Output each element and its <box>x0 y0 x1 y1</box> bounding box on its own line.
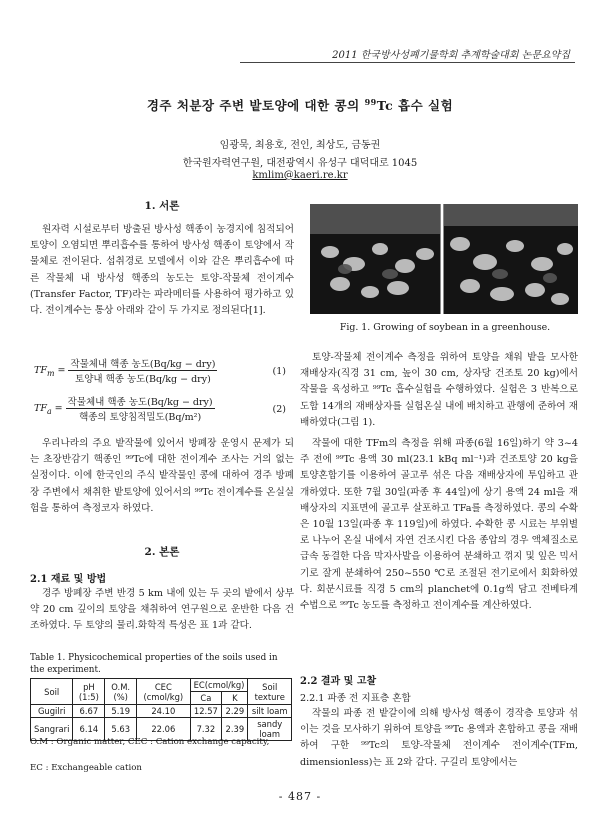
figure-caption: Fig. 1. Growing of soybean in a greenhouse. <box>339 322 551 333</box>
cell: 2.39 <box>222 718 248 741</box>
cell: 22.06 <box>137 718 191 741</box>
subsection-materials: 2.1 재료 및 방법 <box>30 574 107 585</box>
eq1-denominator: 토양내 핵종 농도(Bq/kg − dry) <box>75 374 211 385</box>
th-ec: EC(cmol/kg) <box>190 679 248 692</box>
cell: 6.67 <box>73 705 105 718</box>
eq2-denominator: 핵종의 토양침적밀도(Bq/m²) <box>79 412 202 423</box>
cell: 5.63 <box>105 718 137 741</box>
th-cec: CEC (cmol/kg) <box>137 679 191 705</box>
right-paragraph-2: 작물에 대한 TFm의 측정을 위해 파종(6월 16일)하기 약 3~4주 전에 ⁹⁹Tc 용액 30 ml(23.1 kBq ml⁻¹)과 건조토양 20 kg을 토양혼합기를 이용하여 골고루 섞은 다음 재배상자에 투입하고 관개하였다. 또한 7월 30일(파종 후 44일)에 상기 용액 24 ml을 재배상자의 지표면에 골고루 살포하고 TFa를 측정하였다. 콩의 수확은 10월 13일(파종 후 119일)에 하였다. 수확한 콩 시료는 부위별로 나누어 온실 내에서 자연 건조시킨 다음 종압의 경우 액체질소로 급속 동결한 다음 막자사발을 이용하여 분쇄하고 꺾지 및 잎은 믹서기로 잘게 분쇄하여 250~550 ℃로 조절된 전기로에서 회화하였다. 회분시료를 직경 5 cm의 planchet에 0.1g씩 담고 전베타계수법으로 ⁹⁹Tc 농도를 측정하고 전이계수를 계산하였다. <box>300 438 578 612</box>
authors: 임광묵, 최용호, 전인, 최상도, 금동권 <box>219 140 381 151</box>
photo-illustration <box>310 204 578 314</box>
results-paragraph: 작물의 파종 전 밭갈이에 의해 방사성 핵종이 경작층 토양과 섞이는 것을 모사하기 위하여 토양을 ⁹⁹Tc 용액과 혼합하고 콩을 재배하여 구한 ⁹⁹Tc의 토양-작물체 전이계수 전이계수(TFm, dimensionless)는 표 2와 같다. 구길리 토양에서는 <box>300 708 578 768</box>
materials-paragraph: 경주 방폐장 주변 반경 5 km 내에 있는 두 곳의 밭에서 상부 약 20 cm 깊이의 토양을 채취하여 연구원으로 운반한 다음 건조하였다. 두 토양의 물리.화학적 특성은 표 1과 같다. <box>30 588 294 632</box>
header-rule <box>240 62 575 63</box>
email-link[interactable]: kmlim@kaeri.re.kr <box>252 170 348 181</box>
eq1-numerator: 작물체내 핵종 농도(Bq/kg − dry) <box>68 356 217 371</box>
intro-paragraph-1: 원자력 시설로부터 방출된 방사성 핵종이 농경지에 침적되어 토양이 오염되면 뿌리흡수를 통하여 방사성 핵종이 토양에서 작물체로 전이된다. 섭취경로 모델에서 이와 같은 뿌리흡수에 따른 작물체 내 방사성 핵종의 농도는 토양-작물체 전이계수(Transfer Factor, TF)라는 파라메터를 사용하여 평가하고 있다. 전이계수는 통상 아래와 같이 두 가지로 정의된다[1]. <box>30 224 294 317</box>
eq1-number: (1) <box>272 366 286 377</box>
equation-2: $TF_a$ = $\frac{\text{작물체내 핵종 농도(Bq/kg − dry)}}{\text{핵종의 토양침적밀도(Bq/m²)}}$ (2) <box>34 394 294 423</box>
cell: 5.19 <box>105 705 137 718</box>
affiliation: 한국원자력연구원, 대전광역시 유성구 대덕대로 1045 <box>182 158 418 169</box>
subsection-mixing: 2.2.1 파종 전 지표층 혼합 <box>300 693 411 704</box>
cell: Sangrari <box>31 718 73 741</box>
soybean-greenhouse-photo <box>310 204 578 314</box>
subsection-results: 2.2 결과 및 고찰 <box>300 676 377 687</box>
soil-properties-table <box>30 678 292 741</box>
cell: 2.29 <box>222 705 248 718</box>
th-k: K <box>222 692 248 705</box>
table-note-2: EC : Exchangeable cation <box>30 763 142 773</box>
cell: 24.10 <box>137 705 191 718</box>
table-header-row <box>31 679 292 692</box>
page-number: - 487 - <box>278 790 322 803</box>
cell: 12.57 <box>190 705 222 718</box>
paper-title: 경주 처분장 주변 밭토양에 대한 콩의 $^{99}$Tc 흡수 실험 <box>146 96 454 113</box>
cell: silt loam <box>248 705 292 718</box>
eq2-number: (2) <box>272 404 286 415</box>
table-caption: Table 1. Physicochemical properties of the soils used in the experiment. <box>30 653 278 675</box>
section-heading-body: 2. 본론 <box>144 546 180 558</box>
cell: Gugilri <box>31 705 73 718</box>
th-ca: Ca <box>190 692 222 705</box>
journal-header: 2011 한국방사성폐기물학회 추계학술대회 논문요약집 <box>332 50 570 61</box>
th-texture: Soil texture <box>248 679 292 705</box>
equation-1: $TF_m$ = $\frac{\text{작물체내 핵종 농도(Bq/kg − dry)}}{\text{토양내 핵종 농도(Bq/kg − dry)}}$ (1) <box>34 356 294 385</box>
intro-paragraph-2: 우리나라의 주요 밭작물에 있어서 방폐장 운영시 문제가 되는 초장반감기 핵종인 ⁹⁹Tc에 대한 전이계수 조사는 거의 없는 실정이다. 이에 한국인의 주식 밭작물인 콩에 대하여 경주 방폐장 주변에서 채취한 밭토양에 있어서의 ⁹⁹Tc 전이계수를 온실실험을 통하여 측정코자 하였다. <box>30 438 294 514</box>
th-soil: Soil <box>31 679 73 705</box>
cell: 7.32 <box>190 718 222 741</box>
th-om: O.M. (%) <box>105 679 137 705</box>
cell: sandy loam <box>248 718 292 741</box>
section-heading-intro: 1. 서론 <box>144 200 180 212</box>
th-ph: pH (1:5) <box>73 679 105 705</box>
eq2-numerator: 작물체내 핵종 농도(Bq/kg − dry) <box>66 394 215 409</box>
email <box>0 170 600 181</box>
table-row <box>31 705 292 718</box>
cell: 6.14 <box>73 718 105 741</box>
table-note-1: O.M : Organic matter, CEC : Cation exchange capacity, <box>30 737 270 747</box>
right-paragraph-1: 토양-작물체 전이계수 측정을 위하여 토양을 채워 밭을 모사한 재배상자(직경 31 cm, 높이 30 cm, 상자당 건조토 20 kg)에서 작물을 육성하고 ⁹⁹Tc 흡수실험을 수행하였다. 실험은 3 반복으로 도합 14개의 재배상자를 실험온실 내에 배치하고 관행에 준하여 재배하였다(그림 1). <box>300 352 578 428</box>
